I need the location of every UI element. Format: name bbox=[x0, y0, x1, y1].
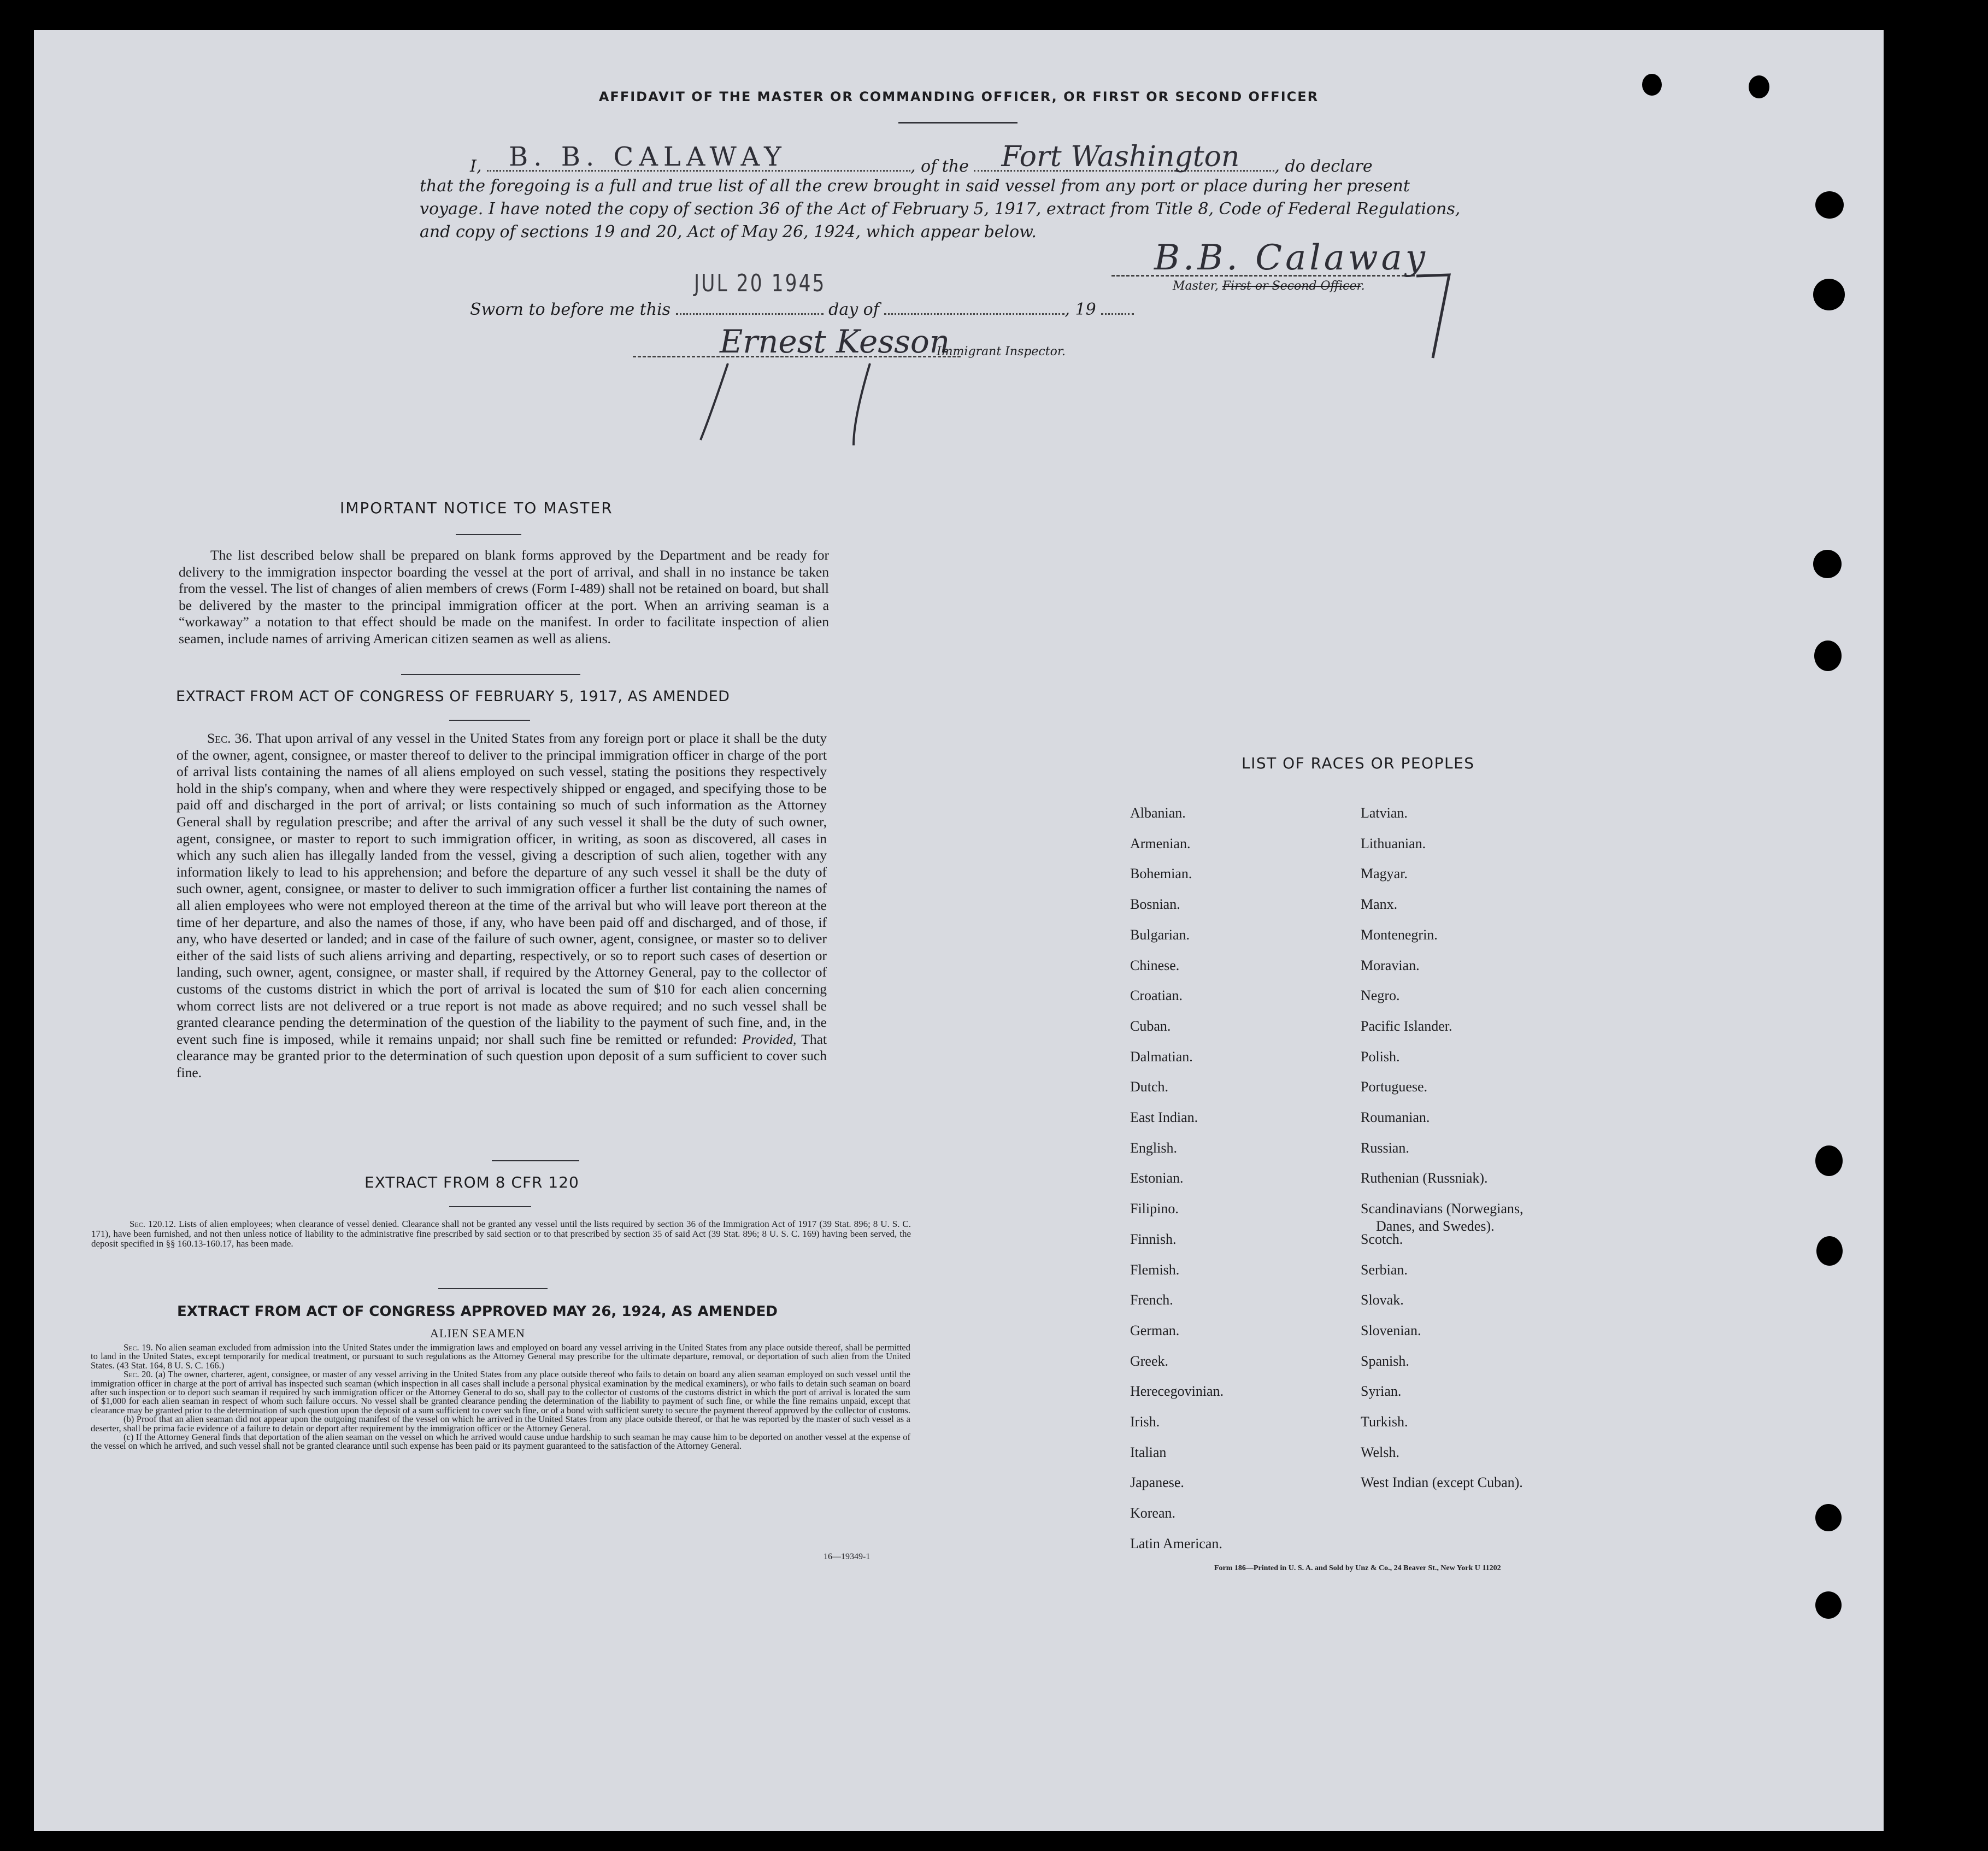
race-item: French. bbox=[1130, 1292, 1173, 1308]
race-item: Herecegovinian. bbox=[1130, 1383, 1224, 1400]
binder-hole bbox=[1813, 279, 1845, 310]
sec-120-label: Sec. 120.12. bbox=[130, 1219, 176, 1229]
race-item: Pacific Islander. bbox=[1361, 1018, 1452, 1034]
race-item: Scotch. bbox=[1361, 1231, 1403, 1247]
race-item: Scandinavians (Norwegians, bbox=[1361, 1201, 1524, 1217]
master-name-handwriting: B. B. CALAWAY bbox=[508, 142, 787, 172]
of-the-label: , of the bbox=[910, 157, 969, 176]
affidavit-text-line-3: and copy of sections 19 and 20, Act of May 26, 1924, which appear below. bbox=[420, 222, 1037, 242]
master-title-label bbox=[1173, 279, 1365, 293]
races-heading: LIST OF RACES OR PEOPLES bbox=[1242, 754, 1475, 772]
printer-footer: Form 186—Printed in U. S. A. and Sold by Unz & Co., 24 Beaver St., New York U 11202 bbox=[1214, 1564, 1501, 1572]
race-item: Filipino. bbox=[1130, 1201, 1179, 1217]
notice-heading-rule bbox=[456, 534, 521, 535]
section-rule-1917-top bbox=[401, 674, 580, 675]
race-item: Croatian. bbox=[1130, 988, 1183, 1004]
race-item: Ruthenian (Russniak). bbox=[1361, 1170, 1488, 1186]
race-item: Roumanian. bbox=[1361, 1109, 1430, 1125]
section-rule-cfr-bottom bbox=[449, 1206, 531, 1207]
proviso-label: Provided, bbox=[742, 1031, 797, 1047]
vessel-name-field bbox=[974, 140, 1274, 173]
binder-hole bbox=[1813, 550, 1842, 578]
race-item: West Indian (except Cuban). bbox=[1361, 1474, 1523, 1491]
race-item: Armenian. bbox=[1130, 835, 1191, 851]
race-item: Cuban. bbox=[1130, 1018, 1171, 1034]
race-item: Russian. bbox=[1361, 1139, 1409, 1156]
extract-1924-heading: EXTRACT FROM ACT OF CONGRESS APPROVED MAY 26, 1924, AS AMENDED bbox=[177, 1303, 778, 1320]
inspector-label: Immigrant Inspector. bbox=[937, 345, 1066, 359]
affidavit-heading: AFFIDAVIT OF THE MASTER OR COMMANDING OFFICER, OR FIRST OR SECOND OFFICER bbox=[598, 89, 1319, 104]
binder-hole bbox=[1642, 74, 1662, 96]
race-item: Negro. bbox=[1361, 988, 1400, 1004]
race-item: Estonian. bbox=[1130, 1170, 1184, 1186]
sec-20a-text: (a) The owner, charterer, agent, consignee, or master of any vessel arriving in the United States from any place outside thereof who fails to detain on board any alien seaman employed on such vessel until the immigration officer in charge at the port of arrival has inspected such seaman (which inspection in all cases shall include a personal physical examination by the medical examiners), or who fails to detain such seaman on board after such inspection or to deport such seaman if required by such immigration officer or the Attorney General to do so, shall pay to the collector of customs of the customs district in which the port of arrival is located the sum of $1,000 for each alien seaman in respect of whom such failure occurs. No vessel shall be granted clearance pending the determination of the liability to payment of such fine, or while the fine remains unpaid, except that clearance may be granted prior to the determination of such question upon the deposit of a sum sufficient to cover such fine, or of a bond with sufficient surety to secure the payment thereof approved by the collector of customs. bbox=[91, 1369, 910, 1415]
race-item: Irish. bbox=[1130, 1414, 1160, 1430]
extract-1917-body bbox=[177, 730, 827, 1081]
race-item: Lithuanian. bbox=[1361, 835, 1426, 851]
extract-1917-heading: EXTRACT FROM ACT OF CONGRESS OF FEBRUARY 5, 1917, AS AMENDED bbox=[176, 688, 730, 705]
binder-hole bbox=[1815, 1145, 1843, 1176]
master-name-field bbox=[487, 142, 910, 172]
race-item: Serbian. bbox=[1361, 1261, 1408, 1278]
race-item: Italian bbox=[1130, 1444, 1167, 1460]
race-item: Slovenian. bbox=[1361, 1322, 1421, 1338]
race-item: Bosnian. bbox=[1130, 896, 1180, 913]
extract-1924-subheading: ALIEN SEAMEN bbox=[430, 1326, 525, 1340]
notice-body: The list described below shall be prepared on blank forms approved by the Department and be ready for delivery to the immigration inspector boarding the vessel at the port of arrival, and shall in no instance be taken from the vessel. The list of changes of alien members of crews (Form I-489) shall not be retained on board, but shall be delivered by the master to the principal immigration officer at the port. When an arriving seaman is a “workaway” a notation to that effect should be made on the manifest. In order to facilitate inspection of alien seamen, include names of arriving American citizen seamen as well as aliens. bbox=[179, 547, 829, 647]
document-page bbox=[34, 30, 1884, 1831]
inspector-signature: Ernest Kesson bbox=[720, 323, 950, 360]
sec-20c-paragraph: (c) If the Attorney General finds that deportation of the alien seaman on the vessel on which he arrived would cause undue hardship to such seaman he may cause him to be deported on another vessel at the expense of the vessel on which he arrived, and such vessel shall not be granted clearance until such expense has been paid or its payment guaranteed to the satisfaction of the Attorney General. bbox=[91, 1432, 910, 1452]
binder-hole bbox=[1815, 191, 1844, 219]
race-item: Welsh. bbox=[1361, 1444, 1399, 1460]
date-stamp: JUL 20 1945 bbox=[694, 269, 826, 297]
race-item: Bohemian. bbox=[1130, 866, 1192, 882]
race-item: Greek. bbox=[1130, 1353, 1169, 1369]
binder-hole bbox=[1816, 1236, 1843, 1266]
section-rule-1917-bottom bbox=[449, 720, 530, 721]
section-rule-1924-top bbox=[438, 1288, 548, 1289]
race-item: Moravian. bbox=[1361, 957, 1420, 973]
struck-officer-words: First or Second Officer bbox=[1222, 279, 1361, 293]
race-item: Polish. bbox=[1361, 1048, 1400, 1065]
master-signature: B.B. Calaway bbox=[1154, 238, 1428, 278]
race-item: Danes, and Swedes). bbox=[1376, 1218, 1495, 1235]
sworn-label: Sworn to before me this bbox=[470, 300, 671, 319]
race-item: Latvian. bbox=[1361, 805, 1408, 821]
sworn-month-field bbox=[884, 313, 1064, 315]
sec-20a-paragraph bbox=[91, 1370, 910, 1415]
form-code: 16—19349-1 bbox=[824, 1552, 871, 1561]
sec-19-text: No alien seaman excluded from admission into the United States under the immigration laws and employed on board any vessel arriving in the United States from any place outside thereof, shall be permitted to land in the United States, except temporarily for medical treatment, or pursuant to such regulations as the Attorney General may prescribe for the ultimate departure, removal, or deportation of such alien from the United States. (43 Stat. 164, 8 U. S. C. 166.) bbox=[91, 1342, 910, 1371]
race-item: Korean. bbox=[1130, 1505, 1176, 1521]
inspector-signature-flourish bbox=[690, 358, 886, 456]
extract-1924-body bbox=[91, 1343, 910, 1451]
race-item: Latin American. bbox=[1130, 1535, 1222, 1552]
race-item: Chinese. bbox=[1130, 957, 1180, 973]
sworn-day-field bbox=[676, 313, 824, 315]
master-word: Master, bbox=[1173, 279, 1219, 293]
binder-hole bbox=[1814, 640, 1842, 671]
race-item: Slovak. bbox=[1361, 1292, 1404, 1308]
race-item: German. bbox=[1130, 1322, 1180, 1338]
race-item: Japanese. bbox=[1130, 1474, 1184, 1491]
vessel-name-handwriting: Fort Washington bbox=[1001, 140, 1240, 173]
day-of-label: day of bbox=[828, 300, 879, 319]
extract-cfr-heading: EXTRACT FROM 8 CFR 120 bbox=[364, 1173, 579, 1191]
race-item: Portuguese. bbox=[1361, 1079, 1428, 1095]
signature-flourish bbox=[1411, 271, 1455, 363]
race-item: East Indian. bbox=[1130, 1109, 1198, 1125]
sec-20-label: Sec. 20. bbox=[123, 1369, 153, 1380]
section-rule-cfr-top bbox=[492, 1160, 579, 1161]
binder-hole bbox=[1749, 75, 1769, 98]
sec-20b-paragraph: (b) Proof that an alien seaman did not appear upon the outgoing manifest of the vessel on which he arrived in the United States from any place outside thereof, or that he was reported by the master of such vessel as a deserter, shall be prima facie evidence of a failure to detain or deport after requirement by the immigration officer or the Attorney General. bbox=[91, 1414, 910, 1433]
race-item: Montenegrin. bbox=[1361, 926, 1438, 943]
race-item: Albanian. bbox=[1130, 805, 1186, 821]
race-item: Turkish. bbox=[1361, 1414, 1408, 1430]
sec-19-label: Sec. 19. bbox=[123, 1342, 153, 1353]
race-item: Bulgarian. bbox=[1130, 926, 1190, 943]
race-item: Manx. bbox=[1361, 896, 1398, 913]
race-item: Finnish. bbox=[1130, 1231, 1177, 1247]
race-item: Magyar. bbox=[1361, 866, 1408, 882]
race-item: Dutch. bbox=[1130, 1079, 1169, 1095]
binder-hole bbox=[1815, 1591, 1842, 1619]
race-item: Dalmatian. bbox=[1130, 1048, 1193, 1065]
sworn-year-field bbox=[1101, 313, 1134, 315]
year-prefix-label: , 19 bbox=[1064, 300, 1096, 319]
sec-19-paragraph bbox=[91, 1343, 910, 1370]
sec-120-text: Lists of alien employees; when clearance of vessel denied. Clearance shall not be granted any vessel until the lists required by section 36 of the Immigration Act of 1917 (39 Stat. 896; 8 U. S. C. 171), have been furnished, and not then unless notice of liability to the administrative fine prescribed by said section or to that prescribed by section 35 of said Act (39 Stat. 896; 8 U. S. C. 169) having been served, the deposit specified in §§ 160.13-160.17, has been made. bbox=[91, 1219, 911, 1249]
affidavit-text-line-2: voyage. I have noted the copy of section 36 of the Act of February 5, 1917, extract from Title 8, Code of Federal Regulations, bbox=[420, 199, 1461, 219]
sworn-line bbox=[470, 300, 1134, 319]
proviso-text: That clearance may be granted prior to the determination of such question upon deposit of a sum sufficient to cover such fine. bbox=[177, 1031, 827, 1080]
race-item: Syrian. bbox=[1361, 1383, 1402, 1400]
affidavit-text-line-1: that the foregoing is a full and true list of all the crew brought in said vessel from any port or place during her present bbox=[420, 177, 1410, 196]
sec-36-text: That upon arrival of any vessel in the United States from any foreign port or place it shall be the duty of the owner, agent, consignee, or master thereof to deliver to the principal immigration officer in charge of the port of arrival lists containing the names of all aliens employed on such vessel, stating the positions they respectively hold in the ship's company, when and where they were respectively shipped or engaged, and specifying those to be paid off and discharged in the port of arrival; or lists containing so much of such information as the Attorney General shall by regulation prescribe; and after the arrival of any such vessel it shall be the duty of such owner, agent, consignee, or master to report to such immigration officer, in writing, as soon as discovered, all cases in which any such alien has illegally landed from the vessel, giving a description of such alien, together with any information likely to lead to his apprehension; and before the departure of any such vessel it shall be the duty of such owner, agent, consignee, or master to deliver to such immigration officer a further list containing the names of all alien employees who were not employed thereon at the time of the arrival but who will leave port thereon at the time of her departure, and also the names of those, if any, who have been paid off and discharged, and of those, if any, who have deserted or landed; and in case of the failure of such owner, agent, consignee, or master so to deliver either of the said lists of such aliens arriving and departing, respectively, or so to report such cases of desertion or landing, such owner, agent, consignee, or master shall, if required by the Attorney General, pay to the collector of customs of the customs district in which the port of arrival is located the sum of $10 for each alien concerning whom correct lists are not delivered or a true report is not made as above required; and no such vessel shall be granted clearance pending the determination of the question of the liability to the payment of such fine, and, in the event such fine is imposed, while it remains unpaid; nor shall such fine be remitted or refunded: bbox=[177, 730, 827, 1047]
race-item: Flemish. bbox=[1130, 1261, 1180, 1278]
do-declare-label: , do declare bbox=[1274, 157, 1373, 176]
sec-36-label: Sec. 36. bbox=[207, 730, 252, 746]
extract-cfr-body bbox=[91, 1219, 911, 1249]
master-period: . bbox=[1361, 279, 1365, 293]
pronoun: I, bbox=[470, 157, 482, 176]
notice-heading: IMPORTANT NOTICE TO MASTER bbox=[340, 499, 613, 517]
race-item: English. bbox=[1130, 1139, 1177, 1156]
race-item: Spanish. bbox=[1361, 1353, 1409, 1369]
heading-rule bbox=[898, 122, 1017, 124]
binder-hole bbox=[1815, 1504, 1842, 1531]
